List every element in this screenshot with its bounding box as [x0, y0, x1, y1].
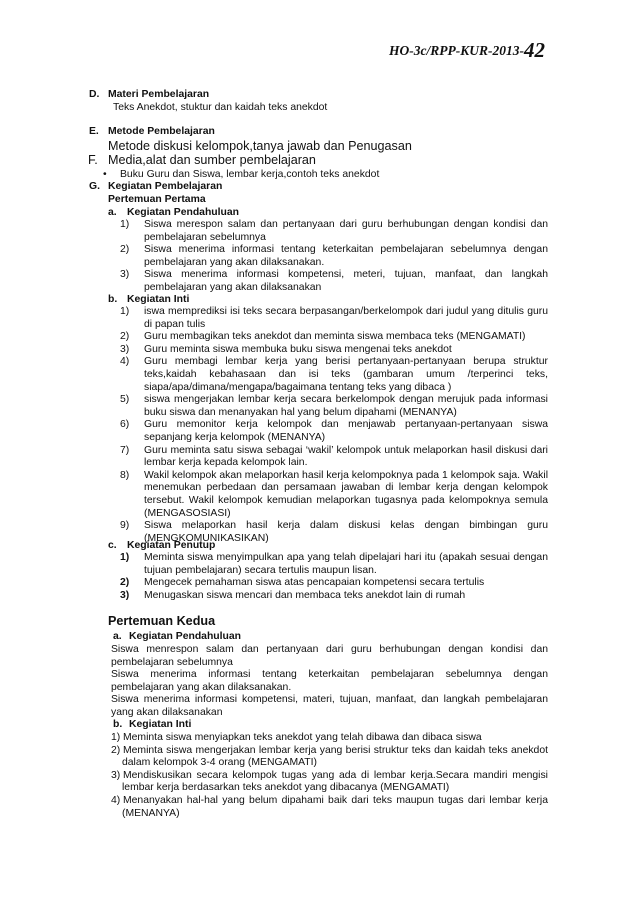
item-number: 4)	[111, 794, 121, 806]
item-number: 3)	[111, 769, 121, 781]
list-item	[117, 419, 548, 444]
item-text: Guru membagi lembar kerja yang berisi pertanyaan-pertanyaan berupa struktur teks,kaidah kebahasaan dan isi teks (gambaran umum /terperinci teks, siapa/apa/dimana/mengapa/bagaimana tentang teks yang dibaca )	[144, 356, 548, 393]
subsection-a2	[113, 631, 548, 644]
list-item	[117, 552, 548, 577]
subsection-b-title: Kegiatan Inti	[127, 294, 190, 305]
item-text: Meminta siswa menyiapkan teks anekdot yang telah dibawa dan dibaca siswa	[123, 732, 482, 743]
paragraph: Siswa menerima informasi tentang keterkaitan pembelajaran sebelumnya dengan pembelajaran yang akan dilaksanakan.	[111, 669, 548, 693]
item-text: Meminta siswa menyimpulkan apa yang telah dipelajari hari itu (apakah sesuai dengan tujuan pembelajaran) secara tertulis maupun lisan.	[144, 552, 548, 576]
meeting-2-intro	[111, 644, 548, 720]
item-number: 8)	[120, 469, 130, 481]
section-g-label: G.	[89, 181, 100, 192]
list-item	[117, 331, 548, 344]
item-number: 1)	[120, 306, 130, 317]
list-a	[117, 219, 548, 295]
subsection-a2-label: a.	[113, 631, 122, 642]
document-code: HO-3c/RPP-KUR-2013-	[389, 43, 524, 58]
section-d-label: D.	[89, 89, 100, 100]
item-number: 6)	[120, 419, 130, 431]
item-text: Menugaskan siswa mencari dan membaca teks anekdot lain di rumah	[144, 589, 466, 601]
item-text: Guru meminta siswa membuka buku siswa mengenai teks anekdot	[144, 343, 452, 355]
page-number: 42	[524, 38, 545, 62]
item-number: 2)	[120, 577, 130, 589]
section-d	[89, 89, 549, 114]
paragraph: Siswa menrespon salam dan pertanyaan dari guru berhubungan dengan kondisi dan pembelajaran sebelumnya	[111, 644, 548, 668]
list-item	[117, 470, 548, 520]
list-item	[117, 577, 548, 590]
subsection-b2-title: Kegiatan Inti	[129, 719, 192, 730]
list-item	[111, 745, 548, 770]
subsection-b	[108, 294, 548, 307]
list-item	[111, 770, 548, 795]
list-item	[117, 445, 548, 470]
list-c	[117, 552, 548, 602]
section-f-label: F.	[88, 153, 98, 167]
item-number: 3)	[120, 269, 130, 281]
subsection-a	[108, 207, 548, 220]
subsection-b2-label: b.	[113, 719, 123, 730]
section-f-title: Media,alat dan sumber pembelajaran	[108, 153, 316, 167]
item-text: Siswa menerima informasi kompetensi, meteri, tujuan, manfaat, dan langkah pembelajaran yang akan dilaksanakan	[144, 269, 548, 293]
item-text: iswa memprediksi isi teks secara berpasangan/berkelompok dari judul yang ditulis guru di papan tulis	[144, 306, 548, 330]
list-item	[117, 306, 548, 331]
item-text: Meminta siswa mengerjakan lembar kerja yang berisi struktur teks dan kaidah teks anekdot dalam kelompok 3-4 orang (MENGAMATI)	[122, 744, 548, 769]
section-e-title: Metode Pembelajaran	[108, 126, 215, 137]
list-item	[117, 356, 548, 394]
item-number: 2)	[120, 331, 130, 343]
subsection-c-title: Kegiatan Penutup	[127, 540, 216, 551]
subsection-a2-title: Kegiatan Pendahuluan	[129, 631, 242, 642]
list-item	[117, 219, 548, 244]
item-number: 2)	[120, 244, 130, 256]
list-b2	[111, 732, 548, 820]
item-text: Siswa melaporkan hasil kerja dalam diskusi kelas dengan bimbingan guru (MENGKOMUNIKASIKAN)	[144, 520, 548, 544]
section-e-label: E.	[89, 126, 99, 137]
bullet-icon: •	[103, 169, 107, 180]
section-e	[89, 126, 549, 154]
item-text: Wakil kelompok akan melaporkan hasil kerja kelompoknya pada 1 kelompok saja. Wakil menemukan perbedaan dan persamaan jawaban di lembar kerja dengan kelompok tersebut. Wakil kelompok kemudian melaporkan tugasnya pada kelompoknya semula (MENGASOSIASI)	[144, 469, 548, 519]
meeting-2-title: Pertemuan Kedua	[108, 614, 216, 628]
meeting-1-title: Pertemuan Pertama	[108, 193, 206, 205]
subsection-b2	[113, 719, 548, 732]
paragraph: Siswa menerima informasi kompetensi, materi, tujuan, manfaat, dan langkah pembelajaran yang akan dilaksanakan	[111, 694, 548, 718]
list-item	[117, 394, 548, 419]
document-header	[389, 38, 545, 62]
subsection-b-label: b.	[108, 294, 118, 305]
list-item	[117, 244, 548, 269]
item-text: Guru memonitor kerja kelompok dan menjawab pertanyaan-pertanyaan siswa sepanjang kerja kelompok (MENANYA)	[144, 419, 548, 443]
item-number: 2)	[111, 744, 121, 756]
item-number: 5)	[120, 394, 130, 406]
item-number: 7)	[120, 444, 130, 456]
list-item	[111, 795, 548, 820]
list-item	[117, 590, 548, 603]
item-number: 1)	[120, 552, 130, 563]
subsection-a-title: Kegiatan Pendahuluan	[127, 207, 240, 218]
item-text: Menanyakan hal-hal yang belum dipahami baik dari teks maupun tugas dari lembar kerja (MENANYA)	[122, 794, 548, 819]
item-text: Mendiskusikan secara kelompok tugas yang ada di lembar kerja.Secara mandiri mengisi lembar kerja berdasarkan teks anekdot yang dibacanya (MENGAMATI)	[122, 769, 548, 794]
section-g-title: Kegiatan Pembelajaran	[108, 181, 223, 192]
section-f-bullet-text: Buku Guru dan Siswa, lembar kerja,contoh teks anekdot	[120, 169, 380, 180]
section-d-text: Teks Anekdot, stuktur dan kaidah teks anekdot	[113, 101, 328, 113]
subsection-c	[108, 540, 548, 553]
item-number: 3)	[120, 589, 130, 601]
item-text: Siswa menerima informasi tentang keterkaitan pembelajaran sebelumnya dengan pembelajaran yang akan dilaksanakan.	[144, 244, 548, 268]
list-item	[117, 344, 548, 357]
section-d-title: Materi Pembelajaran	[108, 89, 210, 100]
item-number: 1)	[111, 732, 121, 743]
list-b	[117, 306, 548, 545]
item-number: 1)	[120, 219, 130, 230]
item-number: 9)	[120, 520, 130, 532]
list-item	[111, 732, 548, 745]
item-text: Guru meminta satu siswa sebagai ‘wakil’ kelompok untuk melaporkan hasil diskusi dari lembar kerja kepada kelompok lain.	[144, 444, 548, 469]
subsection-c-label: c.	[108, 540, 117, 551]
list-item	[117, 269, 548, 294]
subsection-a-label: a.	[108, 207, 117, 218]
section-e-text: Metode diskusi kelompok,tanya jawab dan Penugasan	[108, 138, 412, 153]
item-text: Siswa merespon salam dan pertanyaan dari guru berhubungan dengan kondisi dan pembelajaran sebelumnya	[144, 219, 548, 243]
item-text: siswa mengerjakan lembar kerja secara berkelompok dengan merujuk pada informasi buku siswa dan menanyakan hal yang belum dipahami (MENANYA)	[144, 394, 548, 418]
item-number: 3)	[120, 343, 130, 355]
section-g	[89, 181, 549, 206]
item-text: Guru membagikan teks anekdot dan meminta siswa membaca teks (MENGAMATI)	[144, 331, 526, 343]
item-number: 4)	[120, 356, 130, 368]
item-text: Mengecek pemahaman siswa atas pencapaian kompetensi secara tertulis	[144, 577, 485, 589]
